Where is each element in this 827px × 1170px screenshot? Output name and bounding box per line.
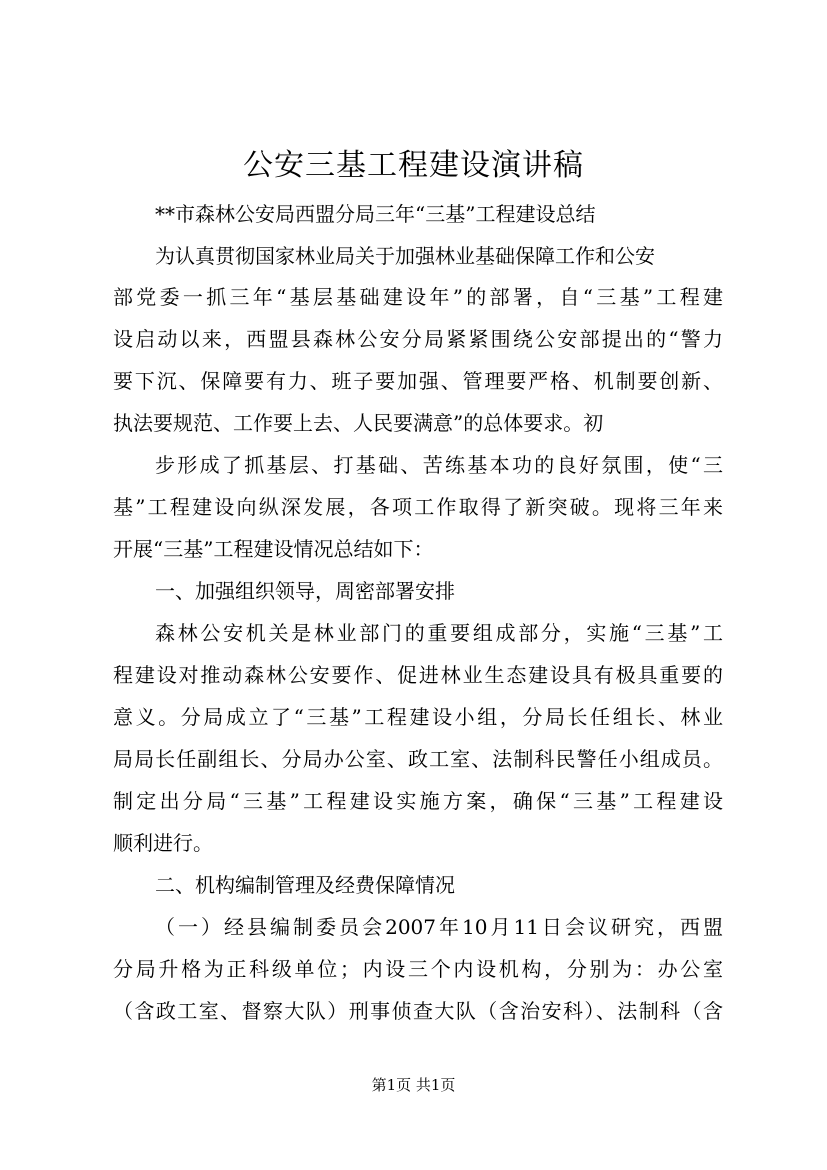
paragraph-line: 设启动以来，西盟县森林公安分局紧紧围绕公安部提出的“警力 (113, 327, 723, 351)
document-subtitle: **市森林公安局西盟分局三年“三基”工程建设总结 (155, 202, 596, 226)
section-heading: 二、机构编制管理及经费保障情况 (155, 873, 455, 897)
paragraph-line: 分局升格为正科级单位；内设三个内设机构，分别为：办公室 (113, 957, 723, 981)
paragraph-line: 执法要规范、工作要上去、人民要满意”的总体要求。初 (113, 411, 604, 435)
paragraph-line: 开展“三基”工程建设情况总结如下： (113, 537, 434, 561)
page-number: 第1页 共1页 (371, 1076, 456, 1094)
paragraph-line: 部党委一抓三年“基层基础建设年”的部署，自“三基”工程建 (113, 285, 723, 309)
paragraph-line: 基”工程建设向纵深发展，各项工作取得了新突破。现将三年来 (113, 495, 723, 519)
section-heading: 一、加强组织领导，周密部署安排 (155, 579, 455, 603)
paragraph-line: 程建设对推动森林公安要作、促进林业生态建设具有极具重要的 (113, 663, 723, 687)
paragraph-line: （含政工室、督察大队）刑事侦查大队（含治安科）、法制科（含 (113, 999, 723, 1023)
paragraph-line: 意义。分局成立了“三基”工程建设小组，分局长任组长、林业 (113, 705, 723, 729)
paragraph-line: （一）经县编制委员会2007年10月11日会议研究，西盟 (155, 915, 723, 939)
paragraph-line: 局局长任副组长、分局办公室、政工室、法制科民警任小组成员。 (113, 747, 723, 771)
paragraph-line: 为认真贯彻国家林业局关于加强林业基础保障工作和公安 (155, 244, 655, 268)
paragraph-line: 森林公安机关是林业部门的重要组成部分，实施“三基”工 (155, 621, 723, 645)
paragraph-line: 步形成了抓基层、打基础、苦练基本功的良好氛围，使“三 (155, 453, 723, 477)
paragraph-line: 顺利进行。 (113, 831, 213, 855)
paragraph-line: 要下沉、保障要有力、班子要加强、管理要严格、机制要创新、 (113, 369, 723, 393)
document-title: 公安三基工程建设演讲稿 (243, 148, 584, 183)
paragraph-line: 制定出分局“三基”工程建设实施方案，确保“三基”工程建设 (113, 789, 723, 813)
